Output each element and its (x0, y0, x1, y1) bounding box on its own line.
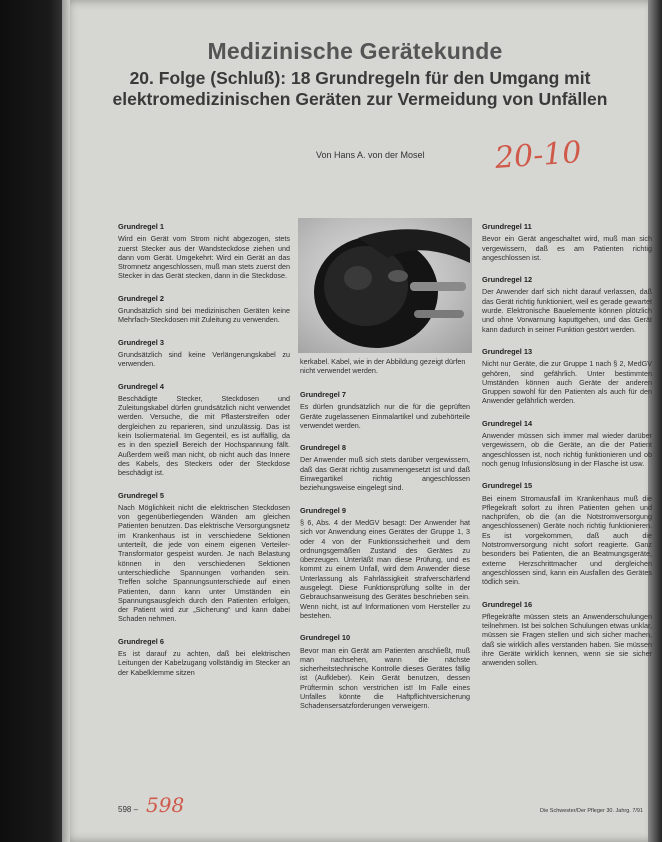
rule-heading: Grundregel 9 (300, 505, 346, 515)
rule-heading: Grundregel 14 (482, 418, 533, 428)
rule-heading: Grundregel 12 (482, 275, 533, 285)
rule-heading: Grundregel 3 (118, 337, 164, 347)
rule-text: § 6, Abs. 4 der MedGV besagt: Der Anwender hat sich vor Anwendung eines Gerätes der Gruppe 1, 3 oder 4 von der Funktionssicherheit und dem ordnungsgemäßen Zustand des Gerätes zu überzeugen. Unterläßt man diese Prüfung, und es kommt zu einem Unfall, wird dem Anwender diese Unterlassung als Fahrlässigkeit strafverschärfend ausgelegt. Diese Funktionsprüfung sollte in der Gebrauchsanweisung des Gerätes beschrieben sein. Wenn nicht, ist auf Informationen vom Hersteller zu bestehen. (300, 517, 470, 620)
handwritten-note: 20-10 (493, 135, 583, 176)
damaged-plug-image (298, 218, 472, 353)
column-2 (300, 390, 470, 724)
rule-heading: Grundregel 4 (118, 381, 164, 391)
rule-heading: Grundregel 16 (482, 599, 533, 609)
rule-text: Es ist darauf zu achten, daß bei elektrischen Leitungen der Kabelzugang vollständig im Stecker an der Kabelklemme sitzen (118, 648, 290, 677)
rule-text: Anwender müssen sich immer mal wieder darüber vergewissern, ob die Geräte, an die der Patient angeschlossen ist, noch richtig funktionieren und ob noch genug Infusionslösung in der Flasche ist usw. (482, 431, 652, 468)
rule-heading: Grundregel 7 (300, 390, 346, 399)
rule-heading: Grundregel 6 (118, 636, 164, 646)
figure-caption: kerkabel. Kabel, wie in der Abbildung gezeigt dürfen nicht verwendet werden. (300, 357, 466, 376)
handwritten-page-number: 598 (146, 793, 185, 817)
rule-text: Bevor ein Gerät angeschaltet wird, muß man sich vergewissern, daß es am Patienten richtig angeschlossen ist. (482, 234, 652, 262)
column-1 (118, 222, 290, 690)
rule-text: Nicht nur Geräte, die zur Gruppe 1 nach § 2, MedGV gehören, sind gefährlich. Unter bestimmten Umständen können auch Geräte der anderen Gruppen sowohl für den Patienten als auch für den Anwender gefährlich werden. (482, 359, 652, 406)
rule-text: Pflegekräfte müssen stets an Anwenderschulungen teilnehmen. Ist bei solchen Schulungen etwas unklar, müssen sie Fragen stellen und sich sicher machen, daß sie wirklich alles verstanden haben. Sie müssen ihre Geräte wirklich kennen, wenn sie sie sicher anwenden sollen. (482, 611, 652, 668)
rule-text: Es dürfen grundsätzlich nur die für die geprüften Geräte zugelassenen Einmalartikel und zubehörteile verwendet werden. (300, 402, 470, 430)
column-3 (482, 222, 652, 681)
rule-heading: Grundregel 8 (300, 443, 346, 453)
rule-text: Der Anwender darf sich nicht darauf verlassen, daß das Gerät richtig funktioniert, weil es gerade gewartet wurde. Elektronische Bauelemente können plötzlich und ohne Vorwarnung kaputtgehen, und das Gerät kann dadurch in seiner Funktion gestört werden. (482, 287, 652, 334)
rule-text: Grundsätzlich sind keine Verlängerungskabel zu verwenden. (118, 349, 290, 369)
page-number: 598 – (118, 805, 139, 814)
page-subtitle: 20. Folge (Schluß): 18 Grundregeln für den Umgang mit elektromedizinischen Geräten zur Vermeidung von Unfällen (112, 68, 608, 109)
author-line: Von Hans A. von der Mosel (316, 150, 425, 160)
rule-heading: Grundregel 13 (482, 346, 533, 356)
rule-heading: Grundregel 1 (118, 222, 164, 231)
rule-text: Grundsätzlich sind bei medizinischen Geräten keine Mehrfach-Steckdosen mit Zuleitung zu verwenden. (118, 306, 290, 325)
rule-heading: Grundregel 11 (482, 222, 532, 231)
rule-text: Bei einem Stromausfall im Krankenhaus muß die Pflegekraft sofort zu ihren Patienten gehen und nachprüfen, ob die (an die Notstromversorgung angeschlossenen) Geräte noch richtig funktionieren. Es ist vorgekommen, daß auch die Notstromversorgung nicht sofort reagierte. Ganz besonders bei Patienten, die an Beatmungsgeräte, externe Herzschrittmacher und dergleichen angeschlossen sind, kann ein Ausfallen des Gerätes tödlich sein. (482, 493, 652, 587)
rule-heading: Grundregel 10 (300, 633, 351, 643)
rule-heading: Grundregel 5 (118, 490, 164, 500)
rule-text: Wird ein Gerät vom Strom nicht abgezogen, stets zuerst Stecker aus der Wandsteckdose ziehen und dann vom Gerät. Umgekehrt: Wird ein Gerät an das Stromnetz angeschlossen, muß man stets zuerst den Stecker in das Gerät stecken, dann in die Steckdose. (118, 234, 290, 281)
book-binding-shadow (0, 0, 62, 842)
rule-text: Nach Möglichkeit nicht die elektrischen Steckdosen von gegenüberliegenden Wänden am gleichen Patienten benutzen. Das elektrische Versorgungsnetz im Krankenhaus ist in verschiedene Sektionen unterteilt, die jede von einem eigenen Verteiler-Transformator gespeist wurden. Je nach Belastung können in den verschiedenen Sektionen unterschiedliche Spannungen vorhanden sein. Treffen solche Spannungsunterschiede auf einen Patienten, dann kann unter Umständen ein Spannungsausgleich durch den Patienten erfolgen, der Patient wird zur „Sicherung“ und kann dabei Schaden nehmen. (118, 502, 290, 624)
rule-text: Beschädigte Stecker, Steckdosen und Zuleitungskabel dürfen grundsätzlich nicht verwendet werden. Versuche, die mit Pflasterstreifen oder dergleichen zu reparieren, sind unzulässig. Das ist kein Isoliermaterial. Im Gegenteil, es ist auffällig, da es in den speziell Bereich der Hochspannung fällt. Außerdem weiß man nicht, ob nicht auch das Innere des Kabels, des Steckers oder der Steckdose beschädigt ist. (118, 393, 290, 478)
rule-text: Bevor man ein Gerät am Patienten anschließt, muß man nachsehen, wann die nächste sicherheitstechnische Kontrolle dieses Gerätes fällig ist (Aufkleber). Kein Gerät benutzen, dessen Prüftermin schon verstrichen ist! Im Falle eines Unfalles könnte die Haftpflichtversicherung Schadensersatzforderungen verweigern. (300, 645, 470, 711)
plug-photo (298, 218, 472, 353)
journal-reference: Die Schwester/Der Pfleger 30. Jahrg. 7/91 (540, 808, 644, 814)
rule-text: Der Anwender muß sich stets darüber vergewissern, daß das Gerät richtig zusammengesetzt ist und daß Einwegartikel richtig angeschlossen beziehungsweise eingelegt sind. (300, 455, 470, 493)
rule-heading: Grundregel 15 (482, 481, 533, 491)
rule-heading: Grundregel 2 (118, 293, 164, 303)
page-gutter (62, 0, 70, 842)
page-title: Medizinische Gerätekunde (207, 38, 503, 64)
